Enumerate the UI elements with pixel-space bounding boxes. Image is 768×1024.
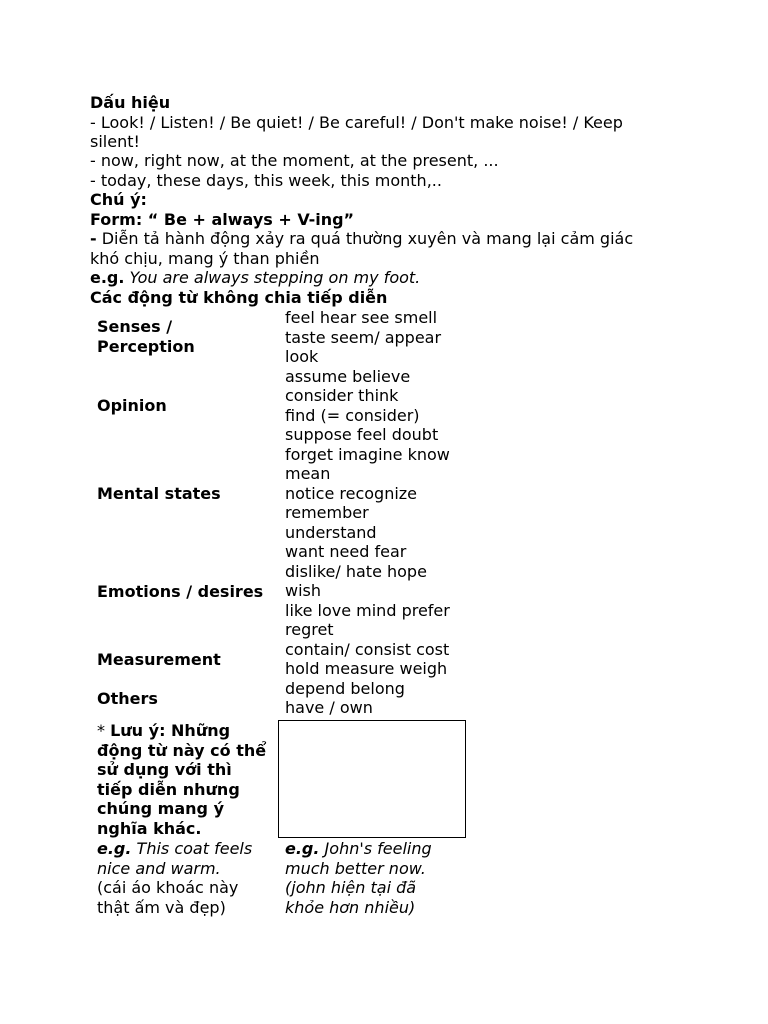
example-right-label: e.g. — [285, 839, 320, 858]
verb-line: depend belong — [285, 678, 405, 698]
caution-line-1 — [97, 721, 277, 741]
category-emotions: Emotions / desires — [97, 582, 264, 601]
example-left-text-1: This coat feels — [131, 839, 253, 858]
verb-line: dislike/ hate hope — [285, 561, 427, 581]
verb-line: like love mind prefer — [285, 600, 450, 620]
note-heading: Chú ý: — [90, 190, 147, 209]
verb-line: mean — [285, 464, 331, 483]
verb-line: contain/ consist cost — [285, 639, 450, 659]
verb-line: consider think — [285, 386, 399, 405]
signs-line-2: - now, right now, at the moment, at the present, ... — [90, 151, 499, 170]
verb-line: assume believe — [285, 366, 411, 386]
verb-line: look — [285, 347, 319, 366]
verb-line: want need fear — [285, 542, 407, 561]
example-left-line-2: nice and warm. — [97, 858, 221, 878]
verbs-column — [285, 308, 465, 718]
category-others: Others — [97, 689, 158, 708]
signs-heading: Dấu hiệu — [90, 93, 171, 112]
verb-line: suppose feel doubt — [285, 425, 439, 444]
example-right-text-1: John's feeling — [319, 839, 432, 858]
example-right-line-2: much better now. — [285, 858, 426, 878]
signs-line-3: - today, these days, this week, this month,.. — [90, 171, 442, 190]
note-description-b: khó chịu, mang ý than phiền — [90, 249, 320, 268]
category-measurement: Measurement — [97, 650, 221, 669]
note-form: Form: “ Be + always + V-ing” — [90, 210, 355, 229]
caution-line-4: tiếp diễn nhưng — [97, 779, 240, 799]
category-senses-line-2: Perception — [97, 336, 195, 356]
example-right — [285, 839, 465, 917]
verb-line: remember — [285, 503, 369, 522]
verb-line: forget imagine know — [285, 444, 450, 464]
caution-line-6: nghĩa khác. — [97, 818, 202, 838]
note-desc-text: Diễn tả hành động xảy ra quá thường xuyên và mang lại cảm giác — [96, 229, 634, 248]
example-left-translation-2: thật ấm và đẹp) — [97, 897, 226, 917]
example-right-line-1 — [285, 839, 465, 859]
verb-line: regret — [285, 620, 334, 639]
caution-line-2: động từ này có thể — [97, 740, 267, 760]
example-left — [97, 839, 277, 917]
note-description-a — [90, 229, 633, 249]
verb-line: notice recognize — [285, 483, 418, 503]
category-opinion: Opinion — [97, 396, 167, 415]
caution-line-5: chúng mang ý — [97, 799, 224, 818]
example-left-translation-1: (cái áo khoác này — [97, 878, 239, 897]
caution-star: * — [97, 721, 111, 740]
verb-line: have / own — [285, 698, 373, 717]
example-left-label: e.g. — [97, 839, 132, 858]
verbs-heading: Các động từ không chia tiếp diễn — [90, 288, 388, 307]
note-eg-label: e.g. — [90, 268, 125, 287]
verb-line: hold measure weigh — [285, 659, 448, 678]
category-senses-line-1: Senses / — [97, 317, 173, 336]
verb-line: feel hear see smell — [285, 308, 438, 327]
note-eg-text: You are always stepping on my foot. — [124, 268, 421, 287]
empty-table-cell — [278, 720, 466, 838]
example-right-translation-1: (john hiện tại đã — [285, 878, 417, 897]
signs-line-1a: - Look! / Listen! / Be quiet! / Be careful! / Don't make noise! / Keep — [90, 113, 623, 132]
note-example — [90, 268, 420, 288]
verb-line: wish — [285, 581, 322, 600]
category-senses — [97, 317, 277, 356]
caution-line-1-text: Lưu ý: Những — [110, 721, 231, 740]
verb-line: understand — [285, 522, 377, 542]
note-dash: - — [90, 229, 97, 248]
verb-line: find (= consider) — [285, 405, 420, 425]
category-mental-states: Mental states — [97, 484, 221, 503]
caution-note — [97, 721, 277, 838]
example-right-translation-2: khỏe hơn nhiều) — [285, 897, 416, 917]
caution-line-3: sử dụng với thì — [97, 760, 232, 779]
example-left-line-1 — [97, 839, 277, 859]
signs-line-1b: silent! — [90, 132, 140, 151]
verb-line: taste seem/ appear — [285, 327, 442, 347]
